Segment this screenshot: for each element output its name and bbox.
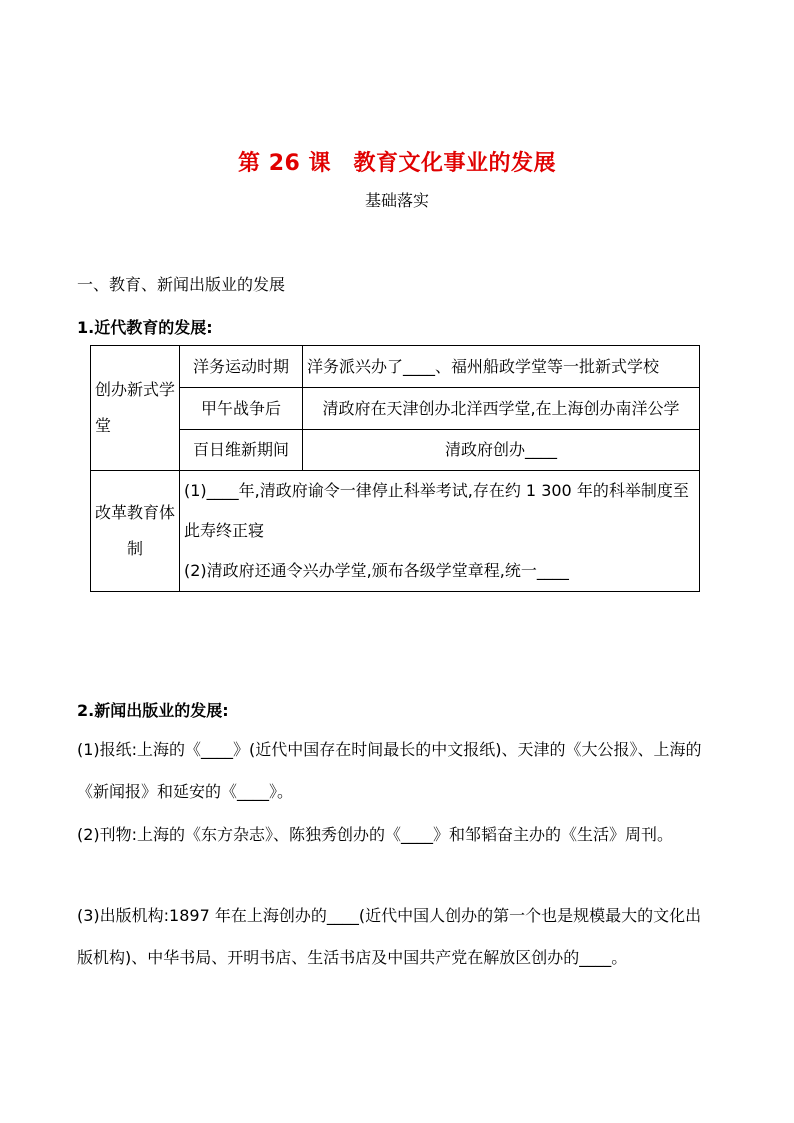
- content-cell: 洋务派兴办了____、福州船政学堂等一批新式学校: [303, 346, 700, 388]
- content-cell: 清政府在天津创办北洋西学堂,在上海创办南洋公学: [303, 388, 700, 430]
- table-row: [91, 430, 700, 471]
- reform-item: (1)____年,清政府谕令一律停止科举考试,存在约 1 300 年的科举制度至此寿终正寝: [184, 481, 689, 540]
- period-cell: 甲午战争后: [180, 388, 303, 430]
- group-label-reform: 改革教育体制: [91, 471, 180, 592]
- period-cell: 洋务运动时期: [180, 346, 303, 388]
- period-cell: 百日维新期间: [180, 430, 303, 471]
- table-row: [91, 346, 700, 388]
- content-cell: 清政府创办____: [303, 430, 700, 471]
- reform-cell: [180, 471, 700, 592]
- page-title: 第 26 课 教育文化事业的发展: [238, 151, 556, 176]
- press-item: (1)报纸:上海的《____》(近代中国存在时间最长的中文报纸)、天津的《大公报》、上海的《新闻报》和延安的《____》。: [77, 740, 702, 801]
- press-item: (3)出版机构:1897 年在上海创办的____(近代中国人创办的第一个也是规模最大的文化出版机构)、中华书局、开明书店、生活书店及中国共产党在解放区创办的____。: [77, 906, 702, 967]
- group-label-new-schools: 创办新式学堂: [91, 346, 180, 471]
- education-heading: 1.近代教育的发展:: [77, 318, 213, 337]
- reform-item: (2)清政府还通令兴办学堂,颁布各级学堂章程,统一____: [184, 561, 569, 580]
- press-item: (2)刊物:上海的《东方杂志》、陈独秀创办的《____》和邹韬奋主办的《生活》周刊。: [77, 825, 674, 844]
- section-heading: 一、教育、新闻出版业的发展: [77, 275, 286, 294]
- page-subtitle: 基础落实: [364, 191, 429, 210]
- table-row: [91, 388, 700, 430]
- table-row: [91, 471, 700, 592]
- press-heading: 2.新闻出版业的发展:: [77, 701, 229, 720]
- education-table: [90, 345, 700, 592]
